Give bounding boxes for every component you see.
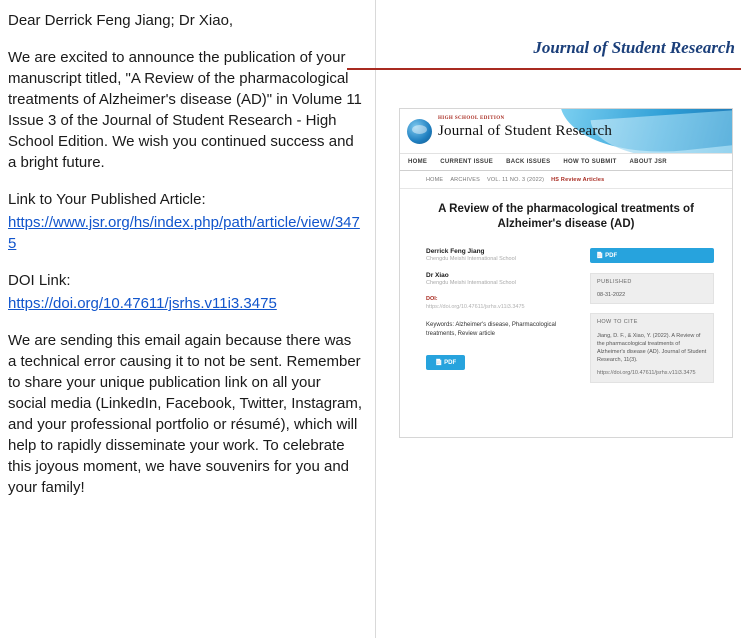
pdf-download-button-top[interactable] (590, 248, 714, 263)
article-body (400, 248, 732, 383)
screenshot-masthead (400, 109, 732, 153)
author-1-name: Derrick Feng Jiang (426, 248, 485, 255)
pdf-icon: 📄 (435, 360, 443, 366)
doi-link-label: DOI Link: (8, 272, 71, 289)
banner-divider (347, 68, 741, 70)
edition-tag: HIGH SCHOOL EDITION (438, 116, 505, 121)
pdf-download-button-bottom[interactable] (426, 355, 465, 370)
nav-item-home[interactable]: HOME (408, 159, 428, 165)
article-page-screenshot (399, 108, 733, 438)
breadcrumb-volume[interactable]: VOL. 11 NO. 3 (2022) (487, 177, 545, 183)
nav-item-current-issue[interactable]: CURRENT ISSUE (440, 159, 494, 165)
email-greeting: Dear Derrick Feng Jiang; Dr Xiao, (8, 12, 234, 29)
article-link-label: Link to Your Published Article: (8, 191, 206, 208)
article-sidebar (590, 248, 714, 383)
site-nav (400, 153, 732, 171)
breadcrumb-home[interactable]: HOME (426, 177, 444, 183)
article-meta-column (426, 248, 576, 383)
author-1-affiliation: Chengdu Meishi International School (426, 256, 516, 262)
published-header: PUBLISHED (597, 279, 632, 285)
author-2-name: Dr Xiao (426, 272, 449, 279)
jsr-globe-logo-icon (407, 119, 432, 144)
doi-value[interactable]: https://doi.org/10.47611/jsrhs.v11i3.3475 (426, 304, 525, 310)
published-panel (590, 273, 714, 304)
nav-item-about-jsr[interactable]: ABOUT JSR (629, 159, 667, 165)
nav-item-how-to-submit[interactable]: HOW TO SUBMIT (563, 159, 617, 165)
citation-text: Jiang, D. F., & Xiao, Y. (2022). A Review of the pharmacological treatments of Alzheimer's disease (AD). Journal of Student Research, 11(3). (597, 333, 707, 363)
doi-link-block (8, 293, 363, 314)
pdf-button-bottom-label: PDF (444, 360, 457, 366)
doi-label: DOI: (426, 296, 438, 302)
article-title: A Review of the pharmacological treatments of Alzheimer's disease (AD) (438, 203, 694, 230)
breadcrumb (400, 171, 732, 189)
article-link-block (8, 212, 363, 254)
site-name: Journal of Student Research (438, 123, 613, 139)
how-to-cite-panel (590, 313, 714, 383)
author-2-affiliation: Chengdu Meishi International School (426, 280, 516, 286)
breadcrumb-section[interactable]: HS Review Articles (551, 177, 605, 183)
article-url-link[interactable]: https://www.jsr.org/hs/index.php/path/article/view/3475 (8, 214, 360, 252)
journal-banner-title: Journal of Student Research (533, 38, 735, 57)
pdf-icon: 📄 (596, 253, 604, 259)
breadcrumb-archives[interactable]: ARCHIVES (450, 177, 481, 183)
keywords: Keywords: Alzheimer's disease, Pharmacological treatments, Review article (426, 322, 557, 337)
pdf-button-top-label: PDF (605, 253, 618, 259)
how-to-cite-header: HOW TO CITE (597, 319, 638, 325)
email-paragraph-1: We are excited to announce the publication of your manuscript titled, "A Review of the pharmacological treatments of Alzheimer's disease (AD)" in Volume 11 Issue 3 of the Journal of Student Research - High School Edition. We wish you continued success and a bright future. (8, 49, 362, 171)
citation-doi-link[interactable]: https://doi.org/10.47611/jsrhs.v11i3.3475 (597, 370, 696, 376)
email-paragraph-2: We are sending this email again because there was a technical error causing it to not be sent. Remember to share your unique publication link on all your social media (LinkedIn, Facebook, Twitter, Instagram, and your professional portfolio or résumé), which will help to rapidly disseminate your work. To celebrate this joyous moment, we have souvenirs for you and your family! (8, 332, 363, 496)
doi-url-link[interactable]: https://doi.org/10.47611/jsrhs.v11i3.3475 (8, 295, 277, 312)
nav-item-back-issues[interactable]: BACK ISSUES (506, 159, 551, 165)
published-date: 08-31-2022 (597, 292, 626, 298)
right-column (377, 0, 741, 638)
